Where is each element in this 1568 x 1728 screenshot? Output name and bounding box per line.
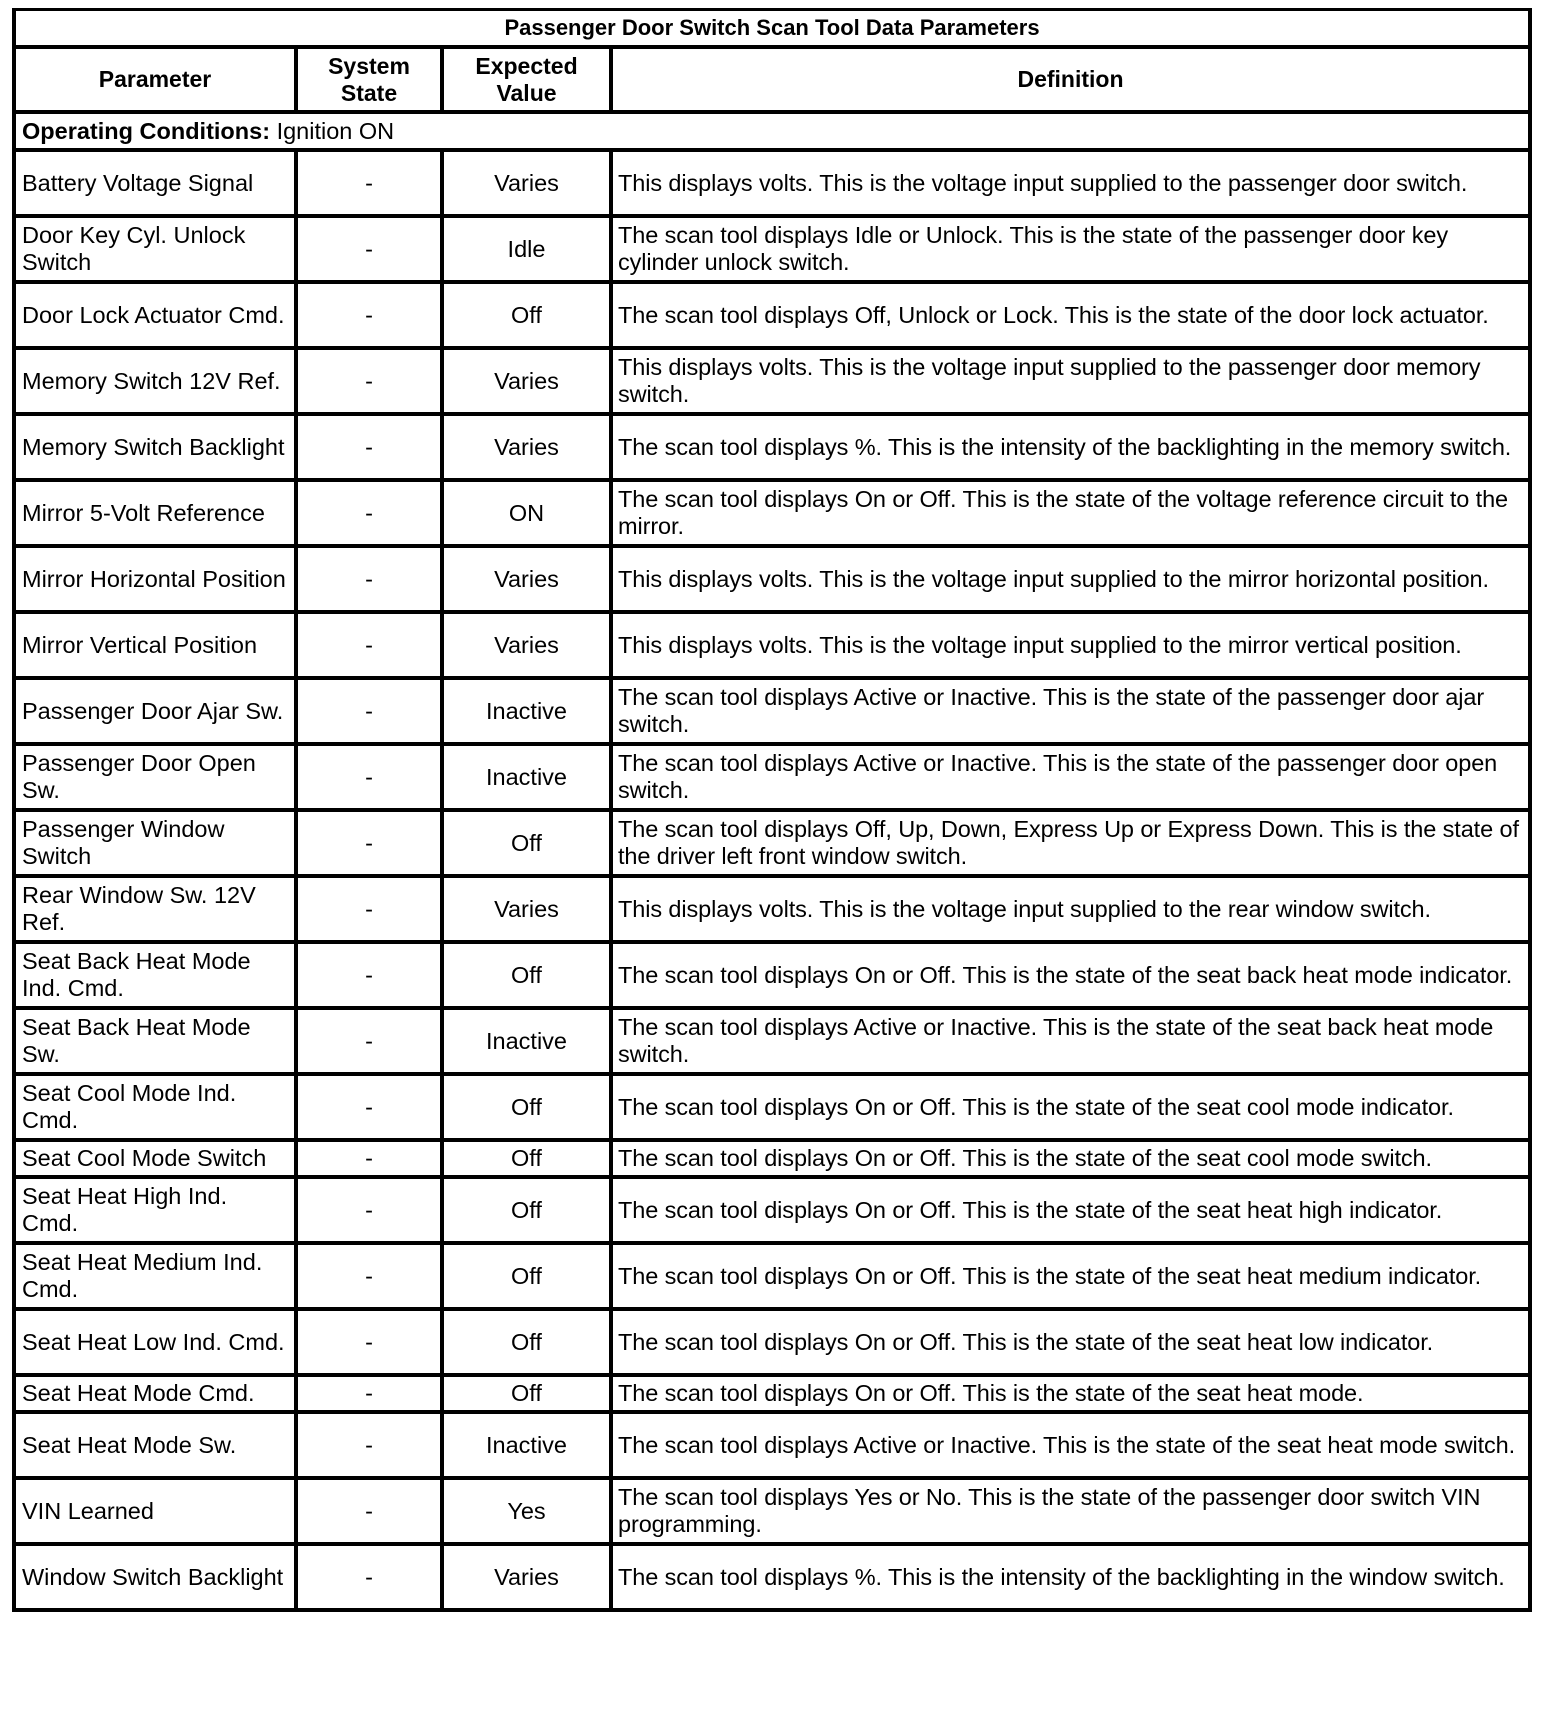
parameter-cell: Seat Cool Mode Ind. Cmd. bbox=[14, 1074, 296, 1140]
expected-value-cell: Off bbox=[442, 1375, 611, 1412]
expected-value-cell: Varies bbox=[442, 546, 611, 612]
expected-value-cell: Off bbox=[442, 1243, 611, 1309]
system-state-cell: - bbox=[296, 282, 442, 348]
system-state-cell: - bbox=[296, 678, 442, 744]
parameter-cell: Battery Voltage Signal bbox=[14, 150, 296, 216]
definition-cell: The scan tool displays On or Off. This is the state of the seat heat high indicator. bbox=[611, 1177, 1530, 1243]
operating-conditions bbox=[14, 112, 1530, 150]
system-state-cell: - bbox=[296, 1309, 442, 1375]
parameter-cell: Door Key Cyl. Unlock Switch bbox=[14, 216, 296, 282]
expected-value-cell: Varies bbox=[442, 1544, 611, 1610]
system-state-cell: - bbox=[296, 612, 442, 678]
system-state-cell: - bbox=[296, 150, 442, 216]
table-row bbox=[14, 1478, 1530, 1544]
definition-cell: The scan tool displays On or Off. This is the state of the seat cool mode indicator. bbox=[611, 1074, 1530, 1140]
table-row bbox=[14, 1140, 1530, 1177]
definition-cell: The scan tool displays Idle or Unlock. This is the state of the passenger door key cylinder unlock switch. bbox=[611, 216, 1530, 282]
expected-value-cell: Varies bbox=[442, 876, 611, 942]
scan-tool-data-parameters-table bbox=[12, 8, 1532, 1612]
table-row bbox=[14, 876, 1530, 942]
table-row bbox=[14, 1177, 1530, 1243]
system-state-cell: - bbox=[296, 1412, 442, 1478]
parameter-cell: Mirror Horizontal Position bbox=[14, 546, 296, 612]
expected-value-cell: Off bbox=[442, 1074, 611, 1140]
parameter-cell: Seat Heat Mode Cmd. bbox=[14, 1375, 296, 1412]
system-state-cell: - bbox=[296, 546, 442, 612]
table-row bbox=[14, 216, 1530, 282]
parameter-cell: Memory Switch 12V Ref. bbox=[14, 348, 296, 414]
system-state-cell: - bbox=[296, 348, 442, 414]
system-state-cell: - bbox=[296, 480, 442, 546]
expected-value-cell: Idle bbox=[442, 216, 611, 282]
expected-value-cell: Inactive bbox=[442, 678, 611, 744]
system-state-cell: - bbox=[296, 1478, 442, 1544]
table-row bbox=[14, 1074, 1530, 1140]
header-parameter: Parameter bbox=[14, 47, 296, 112]
expected-value-cell: Off bbox=[442, 282, 611, 348]
definition-cell: The scan tool displays Active or Inactive. This is the state of the passenger door open switch. bbox=[611, 744, 1530, 810]
expected-value-cell: ON bbox=[442, 480, 611, 546]
table-row bbox=[14, 810, 1530, 876]
expected-value-cell: Inactive bbox=[442, 744, 611, 810]
definition-cell: This displays volts. This is the voltage input supplied to the passenger door memory switch. bbox=[611, 348, 1530, 414]
definition-cell: The scan tool displays Off, Unlock or Lock. This is the state of the door lock actuator. bbox=[611, 282, 1530, 348]
system-state-cell: - bbox=[296, 1544, 442, 1610]
parameter-cell: Seat Back Heat Mode Ind. Cmd. bbox=[14, 942, 296, 1008]
system-state-cell: - bbox=[296, 942, 442, 1008]
system-state-cell: - bbox=[296, 414, 442, 480]
system-state-cell: - bbox=[296, 1140, 442, 1177]
parameter-cell: Window Switch Backlight bbox=[14, 1544, 296, 1610]
system-state-cell: - bbox=[296, 216, 442, 282]
header-system-state: System State bbox=[296, 47, 442, 112]
definition-cell: The scan tool displays Active or Inactive. This is the state of the seat back heat mode switch. bbox=[611, 1008, 1530, 1074]
parameter-cell: Passenger Door Open Sw. bbox=[14, 744, 296, 810]
parameter-cell: Seat Heat Mode Sw. bbox=[14, 1412, 296, 1478]
definition-cell: The scan tool displays On or Off. This is the state of the seat heat low indicator. bbox=[611, 1309, 1530, 1375]
table-row bbox=[14, 1375, 1530, 1412]
table-row bbox=[14, 1243, 1530, 1309]
table-row bbox=[14, 612, 1530, 678]
parameter-cell: Rear Window Sw. 12V Ref. bbox=[14, 876, 296, 942]
parameter-cell: Seat Cool Mode Switch bbox=[14, 1140, 296, 1177]
definition-cell: The scan tool displays Active or Inactive. This is the state of the passenger door ajar switch. bbox=[611, 678, 1530, 744]
definition-cell: The scan tool displays Yes or No. This is the state of the passenger door switch VIN programming. bbox=[611, 1478, 1530, 1544]
expected-value-cell: Yes bbox=[442, 1478, 611, 1544]
table-row bbox=[14, 480, 1530, 546]
table-row bbox=[14, 348, 1530, 414]
definition-cell: This displays volts. This is the voltage input supplied to the passenger door switch. bbox=[611, 150, 1530, 216]
parameter-cell: Passenger Window Switch bbox=[14, 810, 296, 876]
parameter-cell: Mirror 5-Volt Reference bbox=[14, 480, 296, 546]
header-definition: Definition bbox=[611, 47, 1530, 112]
table-header-row bbox=[14, 47, 1530, 112]
expected-value-cell: Varies bbox=[442, 414, 611, 480]
table-row bbox=[14, 414, 1530, 480]
parameter-cell: Mirror Vertical Position bbox=[14, 612, 296, 678]
definition-cell: The scan tool displays On or Off. This is the state of the seat cool mode switch. bbox=[611, 1140, 1530, 1177]
system-state-cell: - bbox=[296, 1008, 442, 1074]
operating-conditions-value: Ignition ON bbox=[276, 117, 395, 144]
table-row bbox=[14, 546, 1530, 612]
definition-cell: The scan tool displays On or Off. This is the state of the seat heat medium indicator. bbox=[611, 1243, 1530, 1309]
definition-cell: The scan tool displays %. This is the intensity of the backlighting in the window switch. bbox=[611, 1544, 1530, 1610]
expected-value-cell: Off bbox=[442, 1309, 611, 1375]
parameter-cell: Passenger Door Ajar Sw. bbox=[14, 678, 296, 744]
parameter-cell: Seat Heat Medium Ind. Cmd. bbox=[14, 1243, 296, 1309]
parameter-cell: Seat Heat High Ind. Cmd. bbox=[14, 1177, 296, 1243]
definition-cell: This displays volts. This is the voltage input supplied to the rear window switch. bbox=[611, 876, 1530, 942]
table-row bbox=[14, 282, 1530, 348]
system-state-cell: - bbox=[296, 1375, 442, 1412]
operating-conditions-label: Operating Conditions: bbox=[22, 117, 271, 144]
parameter-cell: Seat Back Heat Mode Sw. bbox=[14, 1008, 296, 1074]
operating-conditions-row bbox=[14, 112, 1530, 150]
parameter-cell: Door Lock Actuator Cmd. bbox=[14, 282, 296, 348]
table-row bbox=[14, 942, 1530, 1008]
table-title-row bbox=[14, 10, 1530, 48]
system-state-cell: - bbox=[296, 810, 442, 876]
system-state-cell: - bbox=[296, 1177, 442, 1243]
expected-value-cell: Varies bbox=[442, 348, 611, 414]
table-row bbox=[14, 150, 1530, 216]
expected-value-cell: Inactive bbox=[442, 1412, 611, 1478]
table-row bbox=[14, 678, 1530, 744]
parameter-cell: Memory Switch Backlight bbox=[14, 414, 296, 480]
system-state-cell: - bbox=[296, 876, 442, 942]
definition-cell: This displays volts. This is the voltage input supplied to the mirror vertical position. bbox=[611, 612, 1530, 678]
system-state-cell: - bbox=[296, 744, 442, 810]
expected-value-cell: Varies bbox=[442, 150, 611, 216]
table-title: Passenger Door Switch Scan Tool Data Parameters bbox=[14, 10, 1530, 48]
expected-value-cell: Off bbox=[442, 1177, 611, 1243]
expected-value-cell: Inactive bbox=[442, 1008, 611, 1074]
definition-cell: The scan tool displays On or Off. This is the state of the seat heat mode. bbox=[611, 1375, 1530, 1412]
table-row bbox=[14, 744, 1530, 810]
table-row bbox=[14, 1008, 1530, 1074]
expected-value-cell: Off bbox=[442, 1140, 611, 1177]
definition-cell: The scan tool displays Active or Inactive. This is the state of the seat heat mode switch. bbox=[611, 1412, 1530, 1478]
expected-value-cell: Off bbox=[442, 810, 611, 876]
table-row bbox=[14, 1412, 1530, 1478]
definition-cell: The scan tool displays On or Off. This is the state of the voltage reference circuit to the mirror. bbox=[611, 480, 1530, 546]
table-row bbox=[14, 1309, 1530, 1375]
definition-cell: The scan tool displays On or Off. This is the state of the seat back heat mode indicator. bbox=[611, 942, 1530, 1008]
expected-value-cell: Off bbox=[442, 942, 611, 1008]
definition-cell: The scan tool displays %. This is the intensity of the backlighting in the memory switch. bbox=[611, 414, 1530, 480]
expected-value-cell: Varies bbox=[442, 612, 611, 678]
definition-cell: This displays volts. This is the voltage input supplied to the mirror horizontal position. bbox=[611, 546, 1530, 612]
parameter-cell: Seat Heat Low Ind. Cmd. bbox=[14, 1309, 296, 1375]
table-row bbox=[14, 1544, 1530, 1610]
header-expected-value: Expected Value bbox=[442, 47, 611, 112]
parameter-cell: VIN Learned bbox=[14, 1478, 296, 1544]
system-state-cell: - bbox=[296, 1074, 442, 1140]
definition-cell: The scan tool displays Off, Up, Down, Express Up or Express Down. This is the state of the driver left front window switch. bbox=[611, 810, 1530, 876]
system-state-cell: - bbox=[296, 1243, 442, 1309]
